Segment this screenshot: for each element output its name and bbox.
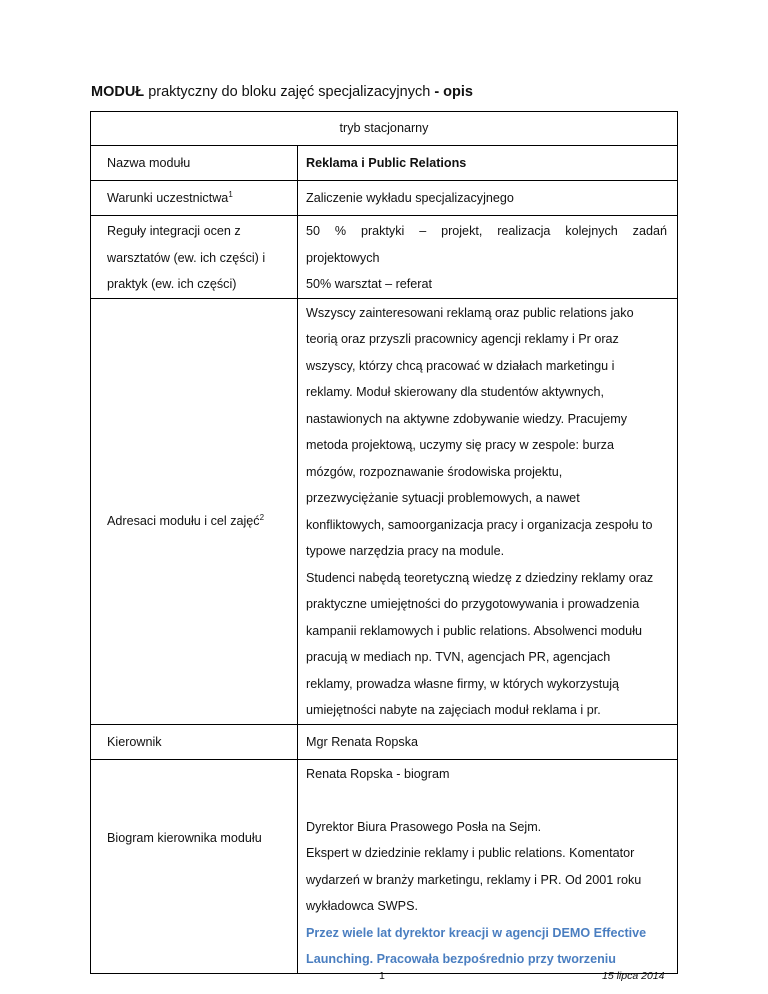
footnote-1: 1 [228, 189, 233, 199]
value-adresaci: Wszyscy zainteresowani reklamą oraz public relations jako teorią oraz przyszli pracownicy agencji reklamy i Pr oraz wszyscy, którzy chcą pracować w działach marketingu i reklamy. Moduł skierowany dla studentów aktywnych, nastawionych na aktywne zdobywanie wiedzy. Pracujemy metoda projektową, uczymy się pracy w zespole: burza mózgów, rozpoznawanie środowiska projektu, przezwyciężanie sytuacji problemowych, a nawet konfliktowych, samoorganizacja pracy i organizacja zespołu to typowe narzędzia pracy na module. Studenci nabędą teoretyczną wiedzę z dziedziny reklamy oraz praktyczne umiejętności do przygotowywania i prowadzenia kampanii reklamowych i public relations. Absolwenci modułu pracują w mediach np. TVN, agencjach PR, agencjach reklamy, prowadza własne firmy, w których wykorzystują umiejętności nabyte na zajęciach moduł reklama i pr. [298, 298, 678, 724]
label-biogram: Biogram kierownika modułu [91, 759, 298, 973]
module-table [90, 111, 678, 974]
row-adresaci [91, 298, 678, 724]
row-kierownik [91, 724, 678, 759]
title-text: praktyczny do bloku zajęć specjalizacyjnych [144, 84, 435, 100]
label-adresaci: Adresaci modułu i cel zajęć$^2$ [91, 298, 298, 724]
row-nazwa [91, 146, 678, 181]
label-reguly: Reguły integracji ocen z warsztatów (ew. ich części) i praktyk (ew. ich części) [91, 216, 298, 299]
page-title [91, 84, 473, 100]
row-warunki [91, 181, 678, 216]
title-suffix: - opis [434, 84, 473, 100]
value-warunki: Zaliczenie wykładu specjalizacyjnego [298, 181, 678, 216]
mode-cell: tryb stacjonarny [91, 112, 678, 146]
page-number: 1 [379, 970, 385, 982]
footnote-2: 2 [259, 512, 265, 522]
value-nazwa: Reklama i Public Relations [298, 146, 678, 181]
label-nazwa: Nazwa modułu [91, 146, 298, 181]
reguly-line-1: 50 % praktyki – projekt, realizacja kolejnych zadań [306, 224, 667, 238]
label-warunki: Warunki uczestnictwa$^1$ [91, 181, 298, 216]
value-reguly: 50 % praktyki – projekt, realizacja kolejnych zadań projektowych 50% warsztat – referat [298, 216, 678, 299]
row-reguly [91, 216, 678, 299]
label-kierownik: Kierownik [91, 724, 298, 759]
value-kierownik: Mgr Renata Ropska [298, 724, 678, 759]
row-biogram [91, 759, 678, 973]
value-biogram: Renata Ropska - biogram Dyrektor Biura Prasowego Posła na Sejm. Ekspert w dziedzinie reklamy i public relations. Komentator wydarzeń w branży marketingu, reklamy i PR. Od 2001 roku wykładowca SWPS. Przez wiele lat dyrektor kreacji w agencji DEMO Effective Launching. Pracowała bezpośrednio przy tworzeniu [298, 759, 678, 973]
footer-date: 15 lipca 2014 [602, 970, 665, 982]
title-bold: MODUŁ [91, 84, 145, 100]
